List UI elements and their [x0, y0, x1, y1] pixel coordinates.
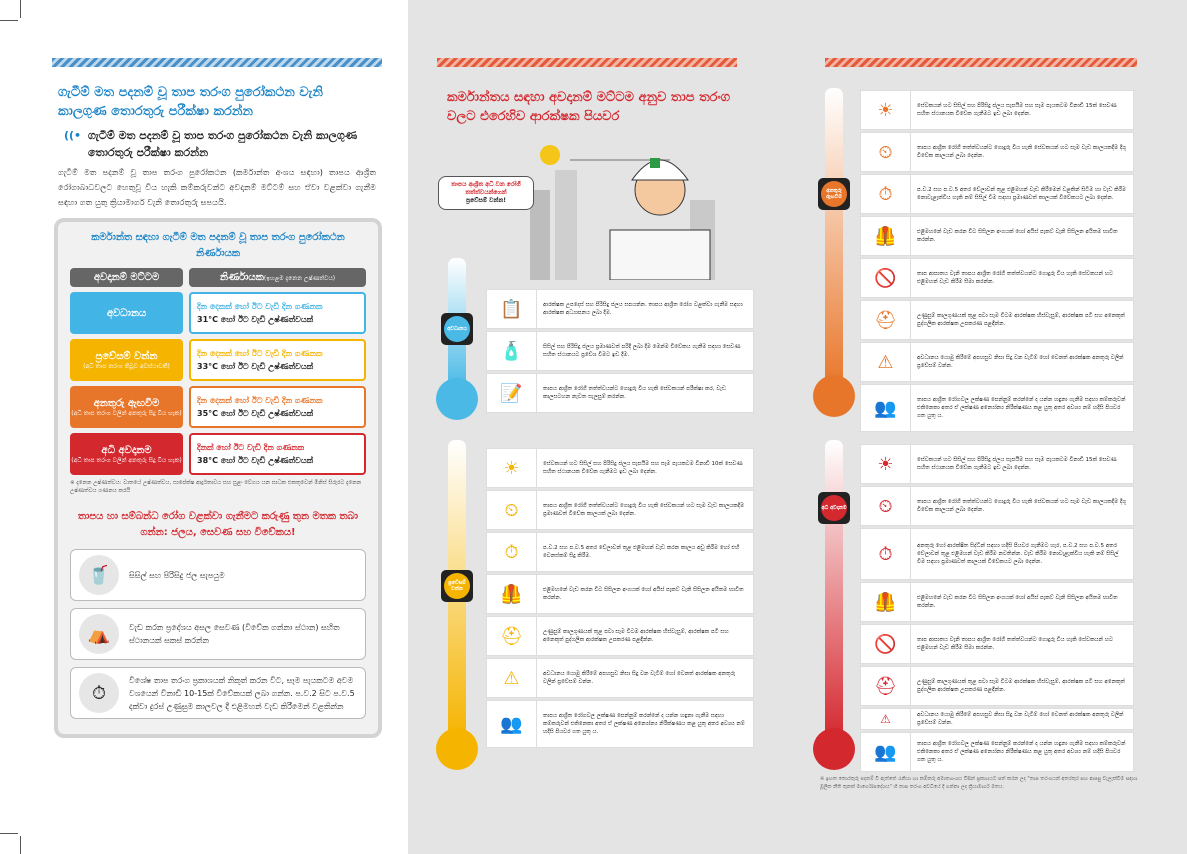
- level-row: [70, 339, 366, 381]
- level-name: [70, 433, 183, 475]
- level-row: [70, 386, 366, 428]
- tip-item: [70, 608, 366, 660]
- measure-row: [486, 574, 754, 614]
- measure-row: [860, 90, 1134, 130]
- thermometer-bulb: [436, 378, 478, 420]
- measure-row: [860, 342, 1134, 382]
- tip-text: සිසිල් සහ පිරිසිදු ජල සැපයුම: [129, 570, 225, 580]
- col-criteria-small: (ඉහළම දැනෙන උෂ්ණත්වය): [263, 275, 336, 282]
- bottle-icon: 🧴: [487, 332, 537, 370]
- thermometer-red: [825, 440, 843, 740]
- level-name: [70, 386, 183, 428]
- measure-row: [486, 331, 754, 371]
- bubble-line-a: තාපය ආශ්‍රිත අධි වන රෝගී තත්ත්වයන්ගෙන්: [451, 181, 521, 196]
- level-name-text: අවධානය: [106, 307, 147, 319]
- tip-item: [70, 667, 366, 719]
- right-title: කර්මාන්තය සඳහා අවදානම් මට්ටම අනුව තාප තරංග වලට එරෙහිව ආරක්ෂක පියවර: [447, 90, 731, 124]
- timer-icon: ⏱: [487, 533, 537, 571]
- criteria-box: [54, 218, 382, 738]
- measure-row: [486, 532, 754, 572]
- level-badge: [818, 178, 850, 210]
- measure-row: [860, 300, 1134, 340]
- clock-icon: ⏱: [79, 673, 119, 713]
- crop-mark: [20, 0, 21, 18]
- checklist-icon: 📝: [487, 374, 537, 412]
- measure-text: ප.ව.2 සහ ප.ව.5 අතර වේලාවන් තුළ එළිමහන් වැඩ කරන කාලය අඩු කිරීම හෝ එහි වෙනස්කම් සිදු කිරීම.: [543, 545, 740, 559]
- level-line2: 35°C හෝ ඊට වැඩි උෂ්ණත්වයක්: [197, 409, 314, 418]
- measure-text: එළිමහනේ වැඩ කරන විට සිසිලන අංගයක් හෝ අයිස් පැකට් වැනි සිසිලන අයිතම භාවිත කරන්න.: [543, 587, 744, 601]
- badge-label: අවධානය: [444, 316, 470, 342]
- measure-text: උණුසුම් කාලගුණයක් තුළ පවා සෑම විටම ආරක්ෂක හිස්වැසුම්, ආරක්ෂක පටි සහ අනෙකුත් පුද්ගලික ආරක්ෂක උපකරණ පළඳින්න.: [917, 313, 1125, 327]
- level-line2: 38°C හෝ ඊට වැඩි උෂ්ණත්වයක්: [197, 456, 314, 465]
- measure-row: [860, 444, 1134, 484]
- level-line1: දිනක් හෝ ඊට වැඩි දින ගණනක: [197, 443, 305, 452]
- badge-label: අනතුරු ඇඟවීම: [821, 181, 847, 207]
- helmet-icon: ⛑: [487, 617, 537, 655]
- measure-text: තාපය ආශ්‍රිත රෝගවල ලක්ෂණ පෙන්නුම් කරන්නේ ද යන්න හඳුනා ගැනීම සඳහා කම්කරුවන් එකිනෙකා අතර ඒ ලක්ෂණ අන්‍යෝන්‍ය නිරීක්ෂණය කළ යුතු අතර අවශ්‍ය නම් හදිසි පියවර ගත යුතු ය.: [917, 741, 1126, 763]
- helmet-icon: ⛑: [861, 301, 911, 339]
- left-title: ගැටීම් මත පදනම් වූ තාප තරංග පුරෝකථන වැනි කාලගුණ තොරතුරු පරීක්ෂා කරන්න: [58, 85, 323, 119]
- red-stripe: [437, 58, 737, 67]
- measure-text: තාපය ආශ්‍රිත රෝගී තත්ත්වයන්ට ගොදුරු විය හැකි සේවකයන් හට සෑම වැඩ කාලයකදීම ප්‍රමාණවත් විවේක කාලයක් ලබා දෙන්න.: [543, 503, 745, 517]
- measure-text: අවධානය යොමු කිරීමේ අපහසුව නිසා සිදු වන වැටීම් හෝ වෙනත් ආරක්ෂක අනතුරු වලින් ප්‍රවේසම් වන්න.: [917, 712, 1124, 726]
- measure-row: [860, 666, 1134, 706]
- water-icon: 🥤: [79, 555, 119, 595]
- tip-text: වැඩ කරන ප්‍රදේශය අසල සෙවණ (විවේක ගන්නා ස්ථාන) සහිත ස්ථානයක් සකස් කරන්න: [129, 623, 340, 645]
- measure-row: [860, 216, 1134, 256]
- thermometer-bulb: [436, 728, 478, 770]
- level-line1: දින දෙකක් හෝ ඊට වැඩි දින ගණනක: [197, 396, 323, 405]
- buddy-check-icon: 👥: [487, 701, 537, 747]
- left-panel: [52, 58, 382, 738]
- tips-title: තාපය හා සම්බන්ධ රෝග වළක්වා ගැනීමට කරුණු තුන මතක තබා ගන්න: ජලය, සෙවණ සහ විවේකය!: [77, 511, 358, 538]
- level-row: [70, 292, 366, 334]
- level-line1: දින දෙකක් හෝ ඊට වැඩි දින ගණනක: [197, 349, 323, 358]
- col-criteria-label: නිර්ණායක: [219, 272, 264, 283]
- measure-text: සේවකයන් හට සිසිල් සහ පිරිසිදු ජලය සැපයීම සහ සෑම පැයකටම විනාඩි 10ක් සෙවණ සහිත ස්ථානයක විවේක ගැනීමට ඉඩ ලබා දෙන්න.: [543, 461, 743, 475]
- sun-hourglass-icon: ☀: [861, 445, 911, 483]
- sun-hourglass-icon: ☀: [487, 449, 537, 487]
- badge-label: ප්‍රවේසම් වන්න: [444, 573, 470, 599]
- tip-text: විශේෂ තාප තරංග ප්‍රකාශයක් නිකුත් කරන විට, සෑම පැයකටම අවම වශයෙන් විනාඩි 10-15ක් විවේකයක් ලබා ගන්න. ප.ව.2 සිට ප.ව.5 දක්වා දුරස් උණුසුම කාලවල දී එළිමහන් වැඩ කිරීමෙන් වළකින්න: [129, 675, 355, 711]
- left-subtitle: [66, 127, 376, 161]
- vest-icon: 🦺: [861, 583, 911, 621]
- level-badge: [441, 570, 473, 602]
- measure-text: තාපය ආශ්‍රිත රෝගී තත්ත්වයන්ට ගොදුරු විය හැකි සේවකයන් හට සෑම වැඩ කාලයකදීම දිගු විවේක කාලයන් ලබා දෙන්න.: [917, 145, 1127, 159]
- level-desc: [189, 386, 366, 428]
- measure-row: [860, 732, 1134, 772]
- footnote: ※ ඉහත තොරතුරු පදනම් වී ඇත්තේ රැකියා හා කම්කරු අමාත්‍යාංශය විසින් ප්‍රකාශයට පත් කරන ලද "තාප තරංගයන් අතරතුර සහ ආපසු වැලැක්වීම සඳහා මූලික නීති තුනක් මාර්ගෝපදේශය" හි තාප තරංග අවධියේ දී ගන්නා ලද ක්‍රියාමාර්ග මතය.: [820, 776, 1138, 790]
- broadcast-icon: ((•: [64, 129, 82, 142]
- level-name: [70, 292, 183, 334]
- level-badge: [441, 313, 473, 345]
- bubble-line-b: ප්‍රවේසම් වන්න!: [466, 197, 506, 204]
- level-line1: දින දෙකක් හෝ ඊට වැඩි දින ගණනක: [197, 302, 323, 311]
- crop-mark: [0, 833, 18, 834]
- level-row: [70, 433, 366, 475]
- vest-icon: 🦺: [487, 575, 537, 613]
- level-desc: [189, 433, 366, 475]
- measure-text: අවධානය යොමු කිරීමේ අපහසුව නිසා සිදු වන වැටීම් හෝ වෙනත් ආරක්ෂක අනතුරු වලින් ප්‍රවේසම් වන්න.: [543, 671, 736, 685]
- measure-text: අනතුරු හෝ ආරක්ෂිත සිද්ධීන් සඳහා හදිසි පියවර ගැනීමට හැර, ප.ව.2 සහ ප.ව.5 අතර වේලාවන් තුළ එළිමහන් වැඩ කිරීම නවතින්න. වැඩ කිරීම නොවැළැක්විය හැකි නම් සිසිල් වීම සඳහා ප්‍රමාණවත් කාලයක් විවේකයට ලබා දෙන්න.: [917, 543, 1119, 565]
- measure-text: තාපය ආශ්‍රිත රෝගවල ලක්ෂණ පෙන්නුම් කරන්නේ ද යන්න හඳුනා ගැනීම සඳහා කම්කරුවන් එකිනෙකා අතර ඒ ලක්ෂණ අන්‍යෝන්‍ය නිරීක්ෂණය කළ යුතු අතර අවශ්‍ය නම් හදිසි පියවර ගත යුතු ය.: [543, 713, 745, 735]
- level-sub: (අධි තාප තරංග තිබූව අවස්ථාවකී): [83, 362, 170, 370]
- left-subtitle-text: ගැටීම් මත පදනම් වූ තාප තරංග පුරෝකථන වැනි කාලගුණ තොරතුරු පරීක්ෂා කරන්න: [88, 129, 358, 159]
- measure-text: තාපය ආශ්‍රිත රෝගී තත්ත්වයන්ට ගොදුරු විය හැකි සේවකයන් හට සෑම වැඩ කාලයකදීම දිගු විවේක කාලයන් ලබා දෙන්න.: [917, 499, 1127, 513]
- fall-warning-icon: ⚠: [487, 659, 537, 697]
- rest-clock-icon: ⏲: [861, 487, 911, 525]
- measure-text: තාපය ආශ්‍රිත රෝගී තත්ත්වයන්ට ගොදුරු විය හැකි සේවකයන් පරීක්ෂා කර, වැඩ කාලසටහන නැවත සැලසුම් කරන්න.: [543, 386, 726, 400]
- rest-clock-icon: ⏲: [487, 491, 537, 529]
- fall-warning-icon: ⚠: [861, 709, 911, 729]
- measure-row: [486, 289, 754, 329]
- measure-row: [860, 528, 1134, 580]
- tip-item: [70, 549, 366, 601]
- measure-text: සේවකයන් හට සිසිල් සහ පිරිසිදු ජලය සැපයීම සහ සෑම පැයකටම විනාඩි 15ක් සෙවණ සහිත ස්ථානයක විවේක ගැනීමට ඉඩ ලබා දෙන්න.: [917, 457, 1117, 471]
- left-intro: ගැටීම් මත පදනම් වූ තාප තරංග පුරෝකථන (කර්මාන්ත අංශය සඳහා) තාපය ආශ්‍රිත රෝගාබාධවලට හෙතුවූ විය හැකි කම්කරුවන්ට අවදානම් මට්ටම් සහ ඒවා වළක්වා ගැනීම සඳහා ගත යුතු ක්‍රියාමාර්ග වැනි තොරතුරු සපයයි.: [58, 167, 376, 207]
- buddy-check-icon: 👥: [861, 733, 911, 771]
- thermometer-bulb: [813, 375, 855, 417]
- level-desc: [189, 292, 366, 334]
- worker-illustration: [510, 130, 750, 280]
- no-work-clock-icon: ⏱: [861, 529, 911, 579]
- measure-row: [860, 708, 1134, 730]
- measure-row: [486, 658, 754, 698]
- level-line2: 31°C හෝ ඊට වැඩි උෂ්ණත්වයක්: [197, 315, 314, 324]
- measure-row: [486, 490, 754, 530]
- level-name-text: ප්‍රවේසම් වන්න: [95, 350, 158, 362]
- measure-text: සිසිල් සහ පිරිසිදු ජලය ප්‍රමාණවත් පරිදි ලබා දීම මෙන්ම විවේකය ගැනීම සඳහා සෙවණ සහිත ස්ථානයට ප්‍රවේශ වීමට ඉඩ දීම.: [543, 344, 741, 358]
- measure-text: උණුසුම් කාලගුණයක් තුළ පවා සෑම විටම ආරක්ෂක හිස්වැසුම්, ආරක්ෂක පටි සහ අනෙකුත් පුද්ගලික ආරක්ෂක උපකරණ පළඳින්න.: [543, 629, 729, 643]
- restricted-worker-icon: 🚫: [861, 625, 911, 663]
- blue-stripe: [52, 58, 382, 67]
- measure-text: තාප ආඝාතය වැනි තාපය ආශ්‍රිත රෝගී තත්ත්වයන්ට ගොදුරු විය හැකි සේවකයන් හට එළිමහන් වැඩ කිරීම සීමා කරන්න.: [917, 271, 1113, 285]
- measure-row: [860, 258, 1134, 298]
- measure-row: [486, 373, 754, 413]
- criteria-header: [70, 268, 366, 287]
- col-risk-level: අවදානම් මට්ටම: [70, 268, 183, 287]
- level-name: [70, 339, 183, 381]
- criteria-note: ※ දැනෙන උෂ්ණත්වය: වාතයේ උෂ්ණත්වය, සාපේක්ෂ ආර්ද්‍රතාවය සහ සුළං වේගය යන සාධක එකතුවෙන් මිනිස් සිරුරට දැනෙන උෂ්ණත්වය ගණනය කරයි: [70, 480, 362, 494]
- vest-icon: 🦺: [861, 217, 911, 255]
- document-icon: 📋: [487, 290, 537, 328]
- level-desc: [189, 339, 366, 381]
- measure-row: [486, 448, 754, 488]
- measure-text: එළිමහනේ වැඩ කරන විට සිසිලන අංගයක් හෝ අයිස් පැකට් වැනි සිසිලන අයිතම භාවිත කරන්න.: [917, 229, 1118, 243]
- fall-warning-icon: ⚠: [861, 343, 911, 381]
- measure-text: තාප ආඝාතය වැනි තාපය ආශ්‍රිත රෝගී තත්ත්වයන්ට ගොදුරු විය හැකි සේවකයන් හට එළිමහන් වැඩ කිරීම සීමා කරන්න.: [917, 637, 1113, 651]
- measure-row: [860, 132, 1134, 172]
- tent-icon: ⛺: [79, 614, 119, 654]
- measure-text: අවධානය යොමු කිරීමේ අපහසුව නිසා සිදු වන වැටීම් හෝ වෙනත් ආරක්ෂක අනතුරු වලින් ප්‍රවේසම් වන්න.: [917, 355, 1124, 369]
- level-line2: 33°C හෝ ඊට වැඩි උෂ්ණත්වයක්: [197, 362, 314, 371]
- no-work-clock-icon: ⏱: [861, 175, 911, 213]
- measure-text: සේවකයන් හට සිසිල් සහ පිරිසිදු ජලය සැපයීම සහ සෑම පැයකටම විනාඩි 15ක් සෙවණ සහිත ස්ථානයක විවේක ගැනීමට ඉඩ ලබා දෙන්න.: [917, 103, 1117, 117]
- sun-hourglass-icon: ☀: [861, 91, 911, 129]
- crop-mark: [0, 20, 18, 21]
- measure-text: උණුසුම් කාලගුණයක් තුළ පවා සෑම විටම ආරක්ෂක හිස්වැසුම්, ආරක්ෂක පටි සහ අනෙකුත් පුද්ගලික ආරක්ෂක උපකරණ පළඳින්න.: [917, 679, 1125, 693]
- measure-row: [860, 582, 1134, 622]
- red-stripe: [825, 58, 1137, 67]
- level-badge: [818, 492, 850, 524]
- buddy-check-icon: 👥: [861, 385, 911, 431]
- measure-row: [860, 624, 1134, 664]
- measure-row: [486, 700, 754, 748]
- criteria-title: කර්මාන්ත සඳහා ගැටීම් මත පදනම් වූ තාප තරංග පුරෝකථන නිර්ණායක: [91, 232, 345, 259]
- badge-label: අධි අවදානම: [821, 495, 847, 521]
- crop-mark: [20, 836, 21, 854]
- thermometer-bulb: [813, 728, 855, 770]
- level-sub: (අධි තාප තරංග වලින් අනතුරු සිදු විය හැක): [71, 409, 182, 417]
- level-name-text: අනතුරු ඇඟවීම: [93, 397, 160, 409]
- col-criteria: [189, 268, 366, 287]
- measure-text: ආරක්ෂක උපදෙස් සහ පිරිසිදු ජලය සපයන්න. තාපය ආශ්‍රිත රෝග වළක්වා ගැනීම සඳහා ආරක්ෂක අධ්‍යාපනය ලබා දීම.: [543, 302, 743, 316]
- helmet-icon: ⛑: [861, 667, 911, 705]
- measure-row: [486, 616, 754, 656]
- level-sub: (අධි තාප තරංග වලින් අනතුරු සිදු විය හැක): [71, 456, 182, 464]
- measure-text: තාපය ආශ්‍රිත රෝගවල ලක්ෂණ පෙන්නුම් කරන්නේ ද යන්න හඳුනා ගැනීම සඳහා කම්කරුවන් එකිනෙකා අතර ඒ ලක්ෂණ අන්‍යෝන්‍ය නිරීක්ෂණය කළ යුතු අතර අවශ්‍ය නම් හදිසි පියවර ගත යුතු ය.: [917, 397, 1126, 419]
- measure-row: [860, 174, 1134, 214]
- measure-row: [860, 384, 1134, 432]
- restricted-worker-icon: 🚫: [861, 259, 911, 297]
- rest-clock-icon: ⏲: [861, 133, 911, 171]
- measure-text: එළිමහනේ වැඩ කරන විට සිසිලන අංගයක් හෝ අයිස් පැකට් වැනි සිසිලන අයිතම භාවිත කරන්න.: [917, 595, 1118, 609]
- thermometer-orange: [825, 88, 843, 388]
- measure-text: ප.ව.2 සහ ප.ව.5 අතර වේලාවන් තුළ එළිමහන් වැඩ කිරීමෙන් වළකින් සිටීම හා වැඩ කිරීම නොවැළැක්විය හැකි නම් සිසිල් වීම සඳහා ප්‍රමාණවත් කාලයක් විවේකයට ලබා දෙන්න.: [917, 187, 1126, 201]
- measure-row: [860, 486, 1134, 526]
- speech-bubble: [438, 176, 534, 210]
- level-name-text: අධි අවදානම: [101, 444, 152, 456]
